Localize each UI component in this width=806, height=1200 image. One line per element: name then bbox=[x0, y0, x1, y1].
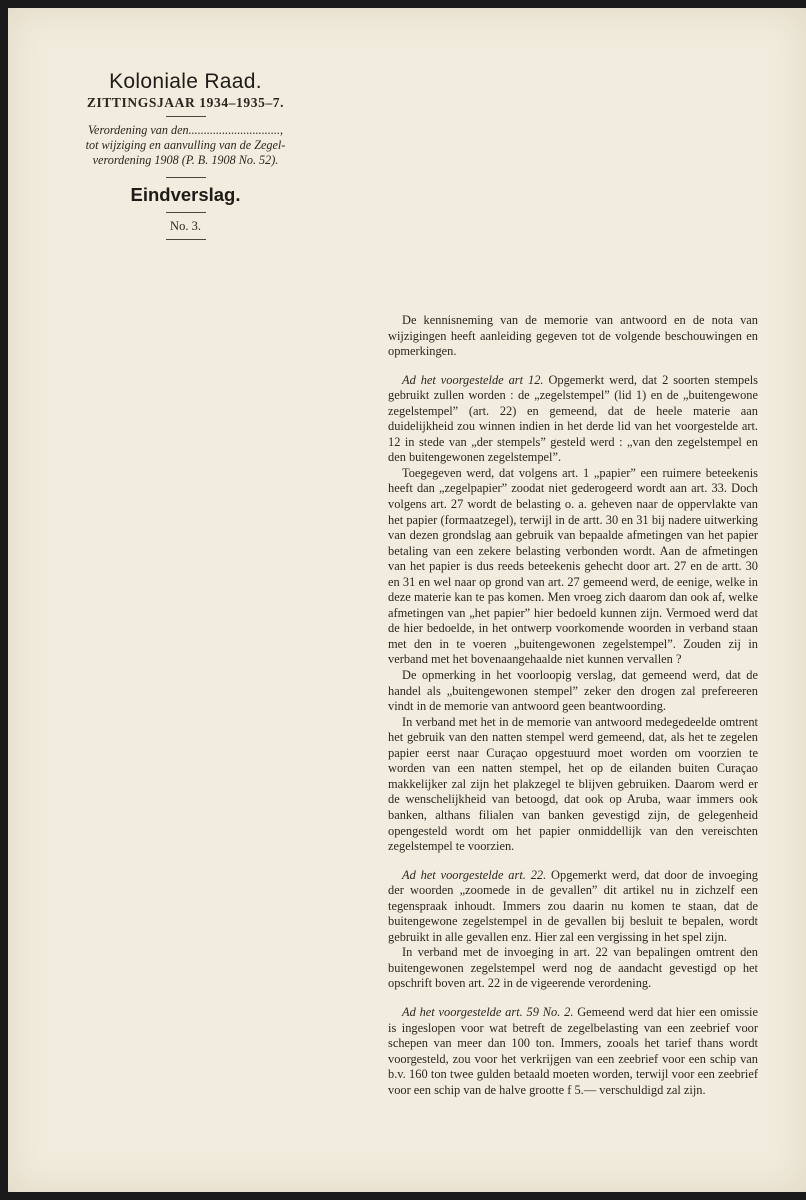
paragraph-text: Toegegeven werd, dat volgens art. 1 „papier” een ruimere beteekenis heeft dan „zegelpapier” zoodat niet gederogeerd wordt aan art. 33. Doch volgens art. 27 wordt de belasting o. a. geheven naar de oppervlakte van het papier (formaatzegel), terwijl in de artt. 30 en 31 bij nadere uitwerking van dezen grondslag aan gebruik van bepaalde afmetingen van het papier betaling van een zekere belasting verbonden wordt. Aan de afmetingen van het papier is dus reeds beteekenis gehecht door art. 27 en de artt. 30 en 31 en wel naar op grond van art. 27 gemeend werd, de eenige, welke in deze materie kan te pas komen. Men vroeg zich daarom dan ook af, welke afmetingen van „het papier” hier bedoeld kunnen zijn. Vermoed werd dat de hier bedoelde, in het ontwerp voorkomende woorden in verband staan met den in te voeren „buitengewonen zegelstempel”. Zouden zij in verband met het bovenaangehaalde niet kunnen vervallen ? bbox=[388, 465, 758, 667]
article-heading: Ad het voorgestelde art 12. bbox=[402, 372, 544, 387]
article-heading: Ad het voorgestelde art. 59 No. 2. bbox=[402, 1004, 574, 1019]
paragraph bbox=[388, 715, 758, 855]
subject-line: Verordening van den.............................., bbox=[87, 123, 284, 137]
paragraph bbox=[388, 373, 758, 466]
council-name: Koloniale Raad. bbox=[109, 70, 262, 93]
ordinance-subject bbox=[68, 123, 303, 168]
paragraph-text: Opgemerkt werd, dat door de invoeging der woorden „zoomede in de gevallen” dit artikel nu in zichzelf een tegenspraak inhoudt. Immers zou daarin nu komen te staan, dat de buitengewone zegelstempel in de gevallen bij besluit te bepalen, wordt gebruikt in alle gevallen enz. Hier zal een vergissing in het spel zijn. bbox=[388, 867, 759, 944]
paragraph bbox=[388, 466, 758, 668]
session-year: ZITTINGSJAAR 1934–1935–7. bbox=[86, 95, 285, 110]
paragraph-text: De kennisneming van de memorie van antwoord en de nota van wijzigingen heeft aanleiding gegeven tot de volgende beschouwingen en opmerkingen. bbox=[388, 313, 758, 359]
header-divider bbox=[166, 116, 206, 117]
paragraph-text: De opmerking in het voorloopig verslag, dat gemeend werd, dat de handel als „buitengewonen stempel” zeker den drogen zal prefereeren vindt in de memorie van antwoord geen beantwoording. bbox=[388, 668, 758, 714]
paragraph bbox=[388, 868, 758, 946]
document-header bbox=[68, 70, 303, 246]
paragraph-text: Opgemerkt werd, dat 2 soorten stempels gebruikt zullen worden : de „zegelstempel” (lid 1) en de „buitengewone zegelstempel” (art. 22) en gemeend, dat de heele materie aan duidelijkheid zou winnen indien in het derde lid van het voorgestelde art. 12 in stede van „der stempels” gesteld werd : „van den zegelstempel en den buitengewonen zegelstempel”. bbox=[388, 372, 758, 465]
header-divider bbox=[166, 212, 206, 213]
subject-line: tot wijziging en aanvulling van de Zegel- bbox=[85, 138, 286, 152]
paragraph-text: Gemeend werd dat hier een omissie is ingeslopen voor wat betreft de zegelbelasting van een zeebrief voor schepen van meer dan 100 ton. Immers, zooals het tarief thans wordt voorgesteld, zou voor het verkrijgen van een zeebrief voor een schip van b.v. 160 ton twee gulden betaald moeten worden, terwijl voor een zeebrief voor een schip van de halve grootte f 5.— verschuldigd zal zijn. bbox=[388, 1004, 758, 1097]
paragraph-text: In verband met het in de memorie van antwoord medegedeelde omtrent het gebruik van den natten stempel werd gemeend, dat, als het te zegelen papier eerst naar Curaçao opgestuurd moet worden om voorzien te worden van een natten stempel, het op de eilanden buiten Curaçao makkelijker zal zijn het plakzegel te blijven gebruiken. Daarom werd er de wenschelijkheid van betoogd, dat ook op Aruba, waar immers ook banken, althans filialen van banken gevestigd zijn, de gelegenheid opengesteld wordt om het papier onmiddellijk van den vereischten zegelstempel te voorzien. bbox=[388, 714, 758, 854]
subject-line: verordening 1908 (P. B. 1908 No. 52). bbox=[92, 153, 279, 167]
document-page bbox=[8, 8, 806, 1192]
report-body bbox=[388, 313, 758, 1098]
paragraph bbox=[388, 945, 758, 992]
article-heading: Ad het voorgestelde art. 22. bbox=[402, 867, 547, 882]
report-number: No. 3. bbox=[170, 219, 201, 233]
paragraph bbox=[388, 313, 758, 360]
paragraph bbox=[388, 1005, 758, 1098]
header-divider bbox=[166, 177, 206, 178]
paragraph bbox=[388, 668, 758, 715]
header-divider bbox=[166, 239, 206, 240]
paragraph-text: In verband met de invoeging in art. 22 van bepalingen omtrent den buitengewonen zegelstempel werd nog de aandacht gevestigd op het opschrift boven art. 22 in de vigeerende verordening. bbox=[388, 945, 758, 991]
report-title: Eindverslag. bbox=[130, 184, 241, 205]
